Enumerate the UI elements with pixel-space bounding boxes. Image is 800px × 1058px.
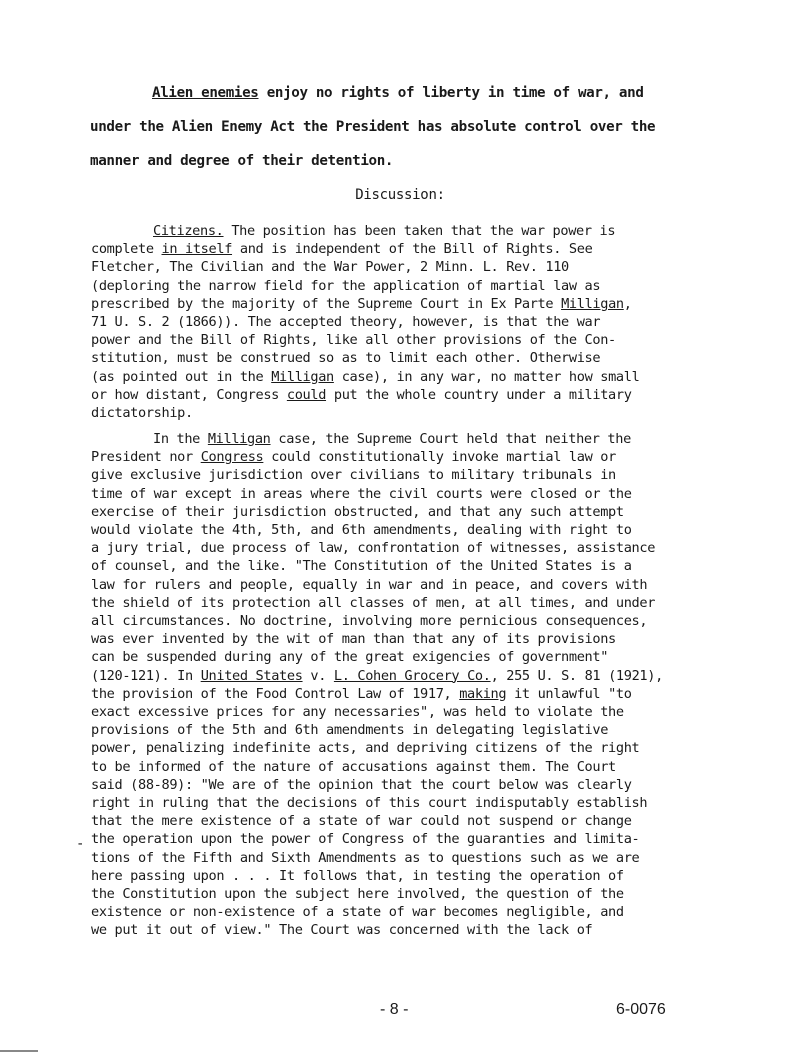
text-line [90, 76, 730, 110]
underlined-text: in itself [161, 241, 233, 258]
text-run: , [623, 295, 632, 312]
text-run: and is independent of the Bill of Rights. See [232, 241, 593, 258]
text-run: enjoy no rights of liberty in time of war, and [258, 85, 644, 101]
text-run: tions of the Fifth and Sixth Amendments as to questions such as we are [91, 849, 640, 866]
text-line [91, 448, 731, 466]
text-run: prescribed by the majority of the Supreme Court in Ex Parte [91, 295, 562, 312]
text-run: dictatorship. [91, 405, 193, 422]
intro-paragraph [90, 76, 730, 178]
text-run: can be suspended during any of the great exigencies of government" [91, 649, 609, 666]
text-run: provisions of the 5th and 6th amendments in delegating legislative [91, 722, 609, 739]
text-run: exact excessive prices for any necessaries", was held to violate the [91, 704, 624, 721]
text-line [91, 758, 731, 776]
text-run: the shield of its protection all classes of men, at all times, and under [91, 594, 656, 611]
text-line [91, 466, 731, 484]
text-line [91, 295, 731, 313]
text-run: In the [153, 431, 208, 447]
text-run: The position has been taken that the war power is [223, 223, 616, 239]
underlined-text: United States [200, 667, 303, 684]
text-line [91, 594, 731, 612]
text-run: that the mere existence of a state of war could not suspend or change [91, 813, 632, 830]
text-line [91, 721, 731, 739]
scan-artifact [0, 1050, 38, 1052]
text-line [91, 630, 731, 648]
underlined-text: Citizens. [153, 223, 224, 239]
text-run: right in ruling that the decisions of this court indisputably establish [91, 795, 648, 812]
text-run: (as pointed out in the [91, 368, 272, 385]
text-run: , 255 U. S. 81 (1921), [490, 667, 663, 684]
text-run: case), in any war, no matter how small [333, 368, 640, 385]
text-run: (deploring the narrow field for the application of martial law as [91, 277, 601, 294]
text-run: 71 U. S. 2 (1866)). The accepted theory, however, is that the war [91, 314, 601, 331]
text-run: under the Alien Enemy Act the President has absolute control over the [90, 119, 656, 135]
text-line [90, 110, 730, 144]
text-line [91, 667, 731, 685]
text-line [91, 503, 731, 521]
text-run: time of war except in areas where the civil courts were closed or the [91, 485, 632, 502]
text-line [91, 867, 731, 885]
text-line [91, 539, 731, 557]
underlined-text: Milligan [561, 295, 624, 312]
text-line [91, 830, 731, 848]
text-line [91, 240, 731, 258]
page-number: - 8 - [380, 1001, 409, 1018]
text-line [91, 222, 731, 240]
text-run: would violate the 4th, 5th, and 6th amendments, dealing with right to [91, 522, 632, 539]
text-run: (120-121). In [91, 667, 201, 684]
text-run: give exclusive jurisdiction over civilians to military tribunals in [91, 467, 616, 484]
text-run: power, penalizing indefinite acts, and depriving citizens of the right [91, 740, 640, 757]
text-line [90, 144, 730, 178]
text-line [91, 648, 731, 666]
text-run: put the whole country under a military [326, 386, 632, 403]
text-run: case, the Supreme Court held that neither the [270, 431, 631, 447]
text-line [91, 331, 731, 349]
text-line [91, 386, 731, 404]
text-run: v. [302, 667, 334, 684]
text-run: the Constitution upon the subject here involved, the question of the [91, 886, 624, 903]
text-line [91, 313, 731, 331]
text-line [91, 430, 731, 448]
underlined-text: Congress [200, 449, 264, 466]
text-line [91, 921, 731, 939]
text-line [91, 812, 731, 830]
text-line [91, 612, 731, 630]
text-run: we put it out of view." The Court was concerned with the lack of [91, 922, 593, 939]
text-run: said (88-89): "We are of the opinion that the court below was clearly [91, 776, 632, 793]
text-run: President nor [91, 449, 201, 466]
text-line [91, 258, 731, 276]
text-run: it unlawful "to [506, 685, 632, 702]
text-line [91, 349, 731, 367]
margin-mark: - [76, 836, 85, 852]
text-run: complete [91, 241, 162, 258]
milligan-paragraph [91, 430, 731, 940]
text-run: or how distant, Congress [91, 386, 287, 403]
text-line [91, 739, 731, 757]
text-run: could constitutionally invoke martial law or [263, 449, 616, 466]
text-line [91, 485, 731, 503]
text-run: was ever invented by the wit of man than that any of its provisions [91, 631, 616, 648]
text-run: stitution, must be construed so as to limit each other. Otherwise [91, 350, 601, 367]
underlined-text: making [459, 685, 507, 702]
underlined-text: could [286, 386, 327, 403]
underlined-text: Alien enemies [152, 85, 259, 101]
citizens-paragraph [91, 222, 731, 422]
text-line [91, 404, 731, 422]
underlined-text: Milligan [271, 368, 334, 385]
text-run: Fletcher, The Civilian and the War Power, 2 Minn. L. Rev. 110 [91, 259, 569, 276]
text-run: existence or non-existence of a state of war becomes negligible, and [91, 904, 624, 921]
text-run: of counsel, and the like. "The Constitution of the United States is a [91, 558, 632, 575]
underlined-text: Milligan [207, 431, 271, 447]
text-run: to be informed of the nature of accusations against them. The Court [91, 758, 616, 775]
text-run: the provision of the Food Control Law of 1917, [91, 685, 460, 702]
discussion-heading: Discussion: [355, 187, 445, 203]
text-line [91, 521, 731, 539]
text-run: law for rulers and people, equally in war and in peace, and covers with [91, 576, 648, 593]
text-line [91, 903, 731, 921]
text-line [91, 794, 731, 812]
document-id: 6-0076 [616, 1001, 666, 1018]
text-run: exercise of their jurisdiction obstructed, and that any such attempt [91, 503, 624, 520]
text-line [91, 557, 731, 575]
text-line [91, 776, 731, 794]
text-run: all circumstances. No doctrine, involving more pernicious consequences, [91, 613, 648, 630]
text-line [91, 703, 731, 721]
text-run: manner and degree of their detention. [90, 153, 394, 169]
text-line [91, 885, 731, 903]
text-run: power and the Bill of Rights, like all other provisions of the Con- [91, 332, 616, 349]
underlined-text: L. Cohen Grocery Co. [333, 667, 491, 684]
text-line [91, 849, 731, 867]
text-run: the operation upon the power of Congress of the guaranties and limita- [91, 831, 640, 848]
text-run: a jury trial, due process of law, confrontation of witnesses, assistance [91, 540, 656, 557]
text-line [91, 277, 731, 295]
text-line [91, 368, 731, 386]
text-run: here passing upon . . . It follows that, in testing the operation of [91, 867, 624, 884]
text-line [91, 576, 731, 594]
text-line [91, 685, 731, 703]
